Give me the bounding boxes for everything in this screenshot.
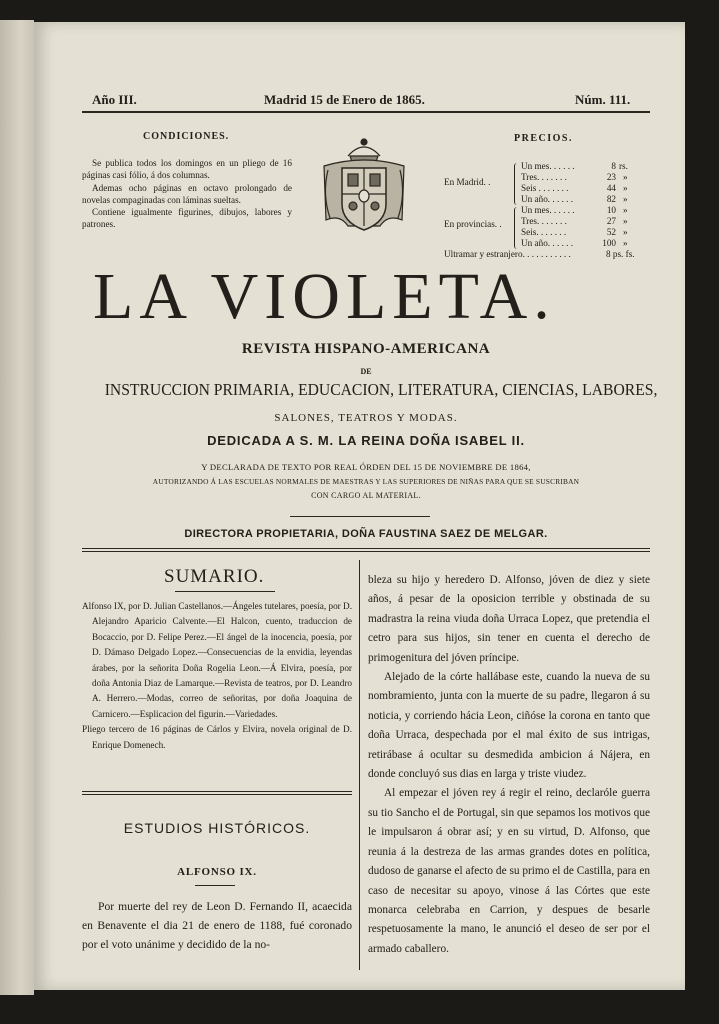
- section-heading: ESTUDIOS HISTÓRICOS.: [123, 820, 311, 836]
- price-unit: »: [623, 205, 628, 215]
- price-amount: 27: [606, 216, 616, 226]
- price-amount: 52: [606, 227, 616, 237]
- price-abroad-amount: 8 ps. fs.: [606, 249, 635, 259]
- masthead-topics: INSTRUCCION PRIMARIA, EDUCACION, LITERATURA, CIENCIAS, LABORES,: [104, 380, 658, 399]
- article-paragraph: Por muerte del rey de Leon D. Fernando II, acaecida en Benavente el dia 21 de enero de 1188, fué coronado por el voto unánime y decidido de la no-: [82, 900, 352, 951]
- price-row: Tres. . . . . . .: [521, 172, 567, 182]
- royal-coat-of-arms-emblem: [318, 134, 410, 238]
- article-right-column: [368, 571, 650, 959]
- masthead-director: DIRECTORA PROPIETARIA, DOÑA FAUSTINA SAEZ DE MELGAR.: [184, 528, 548, 540]
- article-paragraph: Al empezar el jóven rey á regir el reino, declaróle guerra su tio Sancho el de Portugal, sin que sepamos los motivos que le impulsaron á obrar así; y en su virtud, D. Alfonso, que reunia á la destreza de las armas grandes dotes en política, dudoso de ganarse el afecto de su primo el de Castilla, para en caso de necesitar su apoyo, vinose á las Córtes que este monarca celebraba en Carrion, y despues de besarle respetuosamente la mano, le anunció el deseo de ser por el armado caballero.: [368, 787, 650, 955]
- price-row: Un año. . . . . .: [521, 194, 574, 204]
- sumario-list: [82, 599, 352, 753]
- conditions-text: [82, 157, 292, 231]
- masthead-dedication: DEDICADA A S. M. LA REINA DOÑA ISABEL II.: [207, 433, 525, 448]
- price-unit: »: [623, 227, 628, 237]
- article-paragraph: bleza su hijo y heredero D. Alfonso, jóven de diez y siete años, á pesar de la oposicion terrible y obstinada de su madrastra la reina viuda doña Urraca Lopez, que pretendia el cetro para sus hijos, sin tener en cuenta el derecho de primogenitura del jóven príncipe.: [368, 574, 650, 664]
- price-amount: 44: [606, 183, 616, 193]
- price-row: Seis . . . . . . .: [521, 183, 569, 193]
- section-rule-top: [82, 791, 352, 792]
- masthead-de: DE: [360, 367, 372, 376]
- price-row: Un mes. . . . . .: [521, 161, 575, 171]
- sumario-paragraph: Pliego tercero de 16 páginas de Cárlos y Elvira, novela original de D. Enrique Domenech.: [82, 724, 352, 750]
- price-row: Tres. . . . . . .: [521, 216, 567, 226]
- price-amount: 100: [602, 238, 616, 248]
- price-brace-provinces: [514, 207, 519, 249]
- masthead-declaration-line: CON CARGO AL MATERIAL.: [311, 491, 421, 500]
- double-rule-top: [82, 548, 650, 549]
- price-madrid-label: En Madrid. .: [444, 177, 491, 187]
- price-amount: 82: [606, 194, 616, 204]
- price-unit: rs.: [619, 161, 628, 171]
- conditions-title: CONDICIONES.: [143, 131, 230, 142]
- article-paragraph: Alejado de la córte hallábase este, cuando la nueva de su nombramiento, junta con la muerte de su padre, llegaron á su noticia, y corriendo hácia Leon, ciñóse la corona en tanto que doña Urraca, despechada por el mal éxito de sus intrigas, retirábase á ocultar su desmedida ambicion á Nájera, en donde concluyó sus dias en larga y triste viudez.: [368, 671, 650, 781]
- article-title: ALFONSO IX.: [177, 866, 257, 878]
- price-row: Seis. . . . . . .: [521, 227, 567, 237]
- price-amount: 10: [606, 205, 616, 215]
- issue-year: Año III.: [92, 92, 137, 107]
- masthead-subtitle: REVISTA HISPANO-AMERICANA: [241, 341, 491, 357]
- left-page-edge: [0, 20, 34, 995]
- price-amount: 23: [606, 172, 616, 182]
- issue-number: Núm. 111.: [575, 92, 631, 107]
- masthead-topics-secondary: SALONES, TEATROS Y MODAS.: [274, 412, 458, 424]
- issue-date: Madrid 15 de Enero de 1865.: [264, 92, 425, 107]
- article-left-column: [82, 897, 352, 954]
- double-rule-bottom: [82, 551, 650, 552]
- price-unit: »: [623, 183, 628, 193]
- price-amount: 8: [611, 161, 616, 171]
- sumario-title: SUMARIO.: [164, 566, 265, 587]
- article-title-rule: [195, 885, 235, 886]
- price-row: Un mes. . . . . .: [521, 205, 575, 215]
- price-provinces-label: En provincias. .: [444, 219, 502, 229]
- masthead-declaration-line: Y DECLARADA DE TEXTO POR REAL ÓRDEN DEL 15 DE NOVIEMBRE DE 1864,: [201, 462, 531, 472]
- price-unit: »: [623, 216, 628, 226]
- condition-line: Ademas ocho páginas en octavo prolongado de novelas compaginadas con láminas sueltas.: [82, 182, 292, 205]
- sumario-title-rule: [175, 591, 275, 592]
- price-abroad: Ultramar y estranjero. . . . . . . . . . .: [444, 249, 571, 259]
- masthead-title: LA VIOLETA.: [93, 260, 556, 333]
- column-divider: [359, 560, 360, 970]
- price-unit: »: [623, 172, 628, 182]
- price-unit: »: [623, 194, 628, 204]
- price-unit: »: [623, 238, 628, 248]
- prices-title: PRECIOS.: [514, 133, 573, 144]
- price-brace-madrid: [514, 163, 519, 205]
- condition-line: Se publica todos los domingos en un pliego de 16 páginas casi fólio, á dos columnas.: [82, 158, 292, 181]
- condition-line: Contiene igualmente figurines, dibujos, labores y patrones.: [82, 207, 292, 230]
- header-rule: [82, 111, 650, 113]
- price-row: Un año. . . . . .: [521, 238, 574, 248]
- sumario-paragraph: Alfonso IX, por D. Julian Castellanos.—Ángeles tutelares, poesía, por D. Alejandro Aparicio Calvente.—El Halcon, cuento, traduccion de Bocaccio, por D. Felipe Perez.—El ángel de la inocencia, poesía, por D. Dámaso Delgado Lopez.—Consecuencias de la envidia, leyendas árabes, por la señorita Doña Rogelia Leon.—Á Elvira, poesía, por doña Antonia Diaz de Lamarque.—Revista de teatros, por D. Leandro A. Herrero.—Modas, correo de señoritas, por doña Joaquina de Carnicero.—Esplicacion del figurin.—Variedades.: [82, 601, 352, 719]
- masthead-declaration-line: AUTORIZANDO Á LAS ESCUELAS NORMALES DE MAESTRAS Y LAS SUPERIORES DE NIÑAS PARA QUE SE SUSCRIBAN: [152, 477, 580, 486]
- short-rule: [290, 516, 430, 517]
- section-rule-bottom: [82, 794, 352, 795]
